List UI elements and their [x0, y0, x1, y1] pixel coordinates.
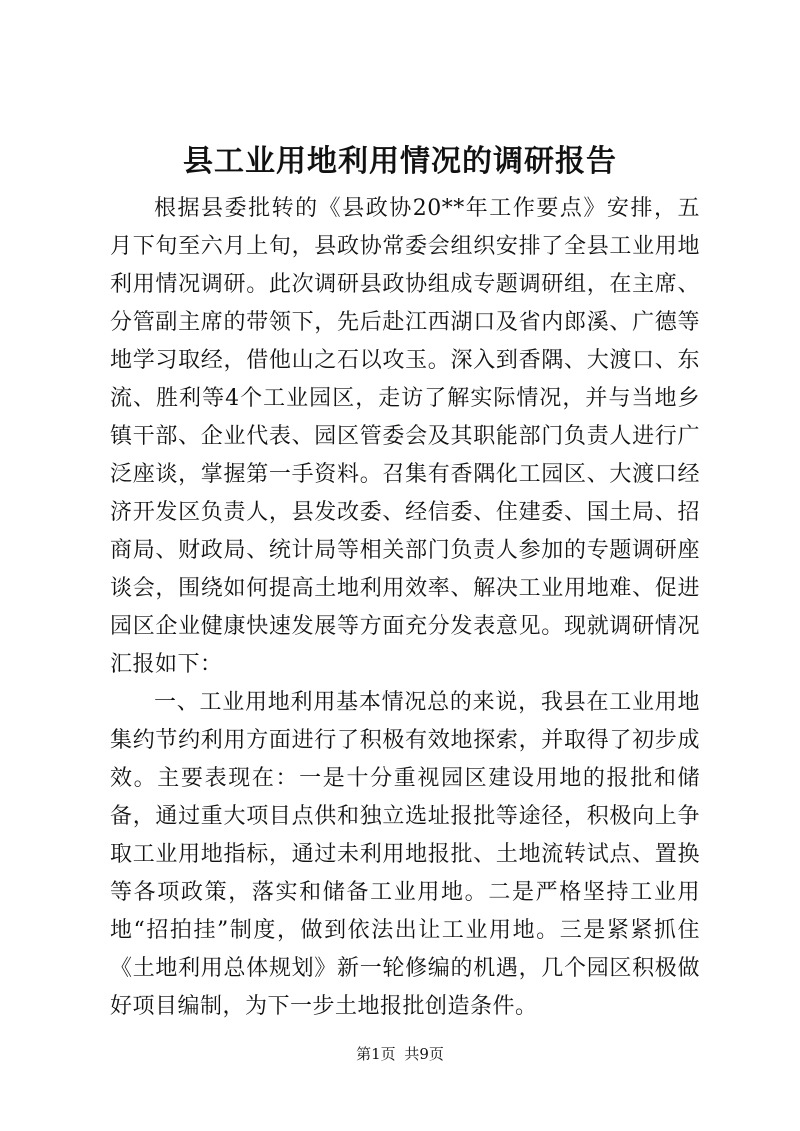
paragraph-intro: 根据县委批转的《县政协20**年工作要点》安排，五月下旬至六月上旬，县政协常委会组织安排了全县工业用地利用情况调研。此次调研县政协组成专题调研组，在主席、分管副主席的带领下，先后赴江西湖口及省内郎溪、广德等地学习取经，借他山之石以攻玉。深入到香隅、大渡口、东流、胜利等4个工业园区，走访了解实际情况，并与当地乡镇干部、企业代表、园区管委会及其职能部门负责人进行广泛座谈，掌握第一手资料。召集有香隅化工园区、大渡口经济开发区负责人，县发改委、经信委、住建委、国土局、招商局、财政局、统计局等相关部门负责人参加的专题调研座谈会，围绕如何提高土地利用效率、解决工业用地难、促进园区企业健康快速发展等方面充分发表意见。现就调研情况汇报如下：	[110, 196, 700, 677]
document-body	[110, 190, 700, 1026]
paragraph-section-1: 一、工业用地利用基本情况总的来说，我县在工业用地集约节约利用方面进行了积极有效地探索，并取得了初步成效。主要表现在：一是十分重视园区建设用地的报批和储备，通过重大项目点供和独立选址报批等途径，积极向上争取工业用地指标，通过未利用地报批、土地流转试点、置换等各项政策，落实和储备工业用地。二是严格坚持工业用地“招拍挂”制度，做到依法出让工业用地。三是紧紧抓住《土地利用总体规划》新一轮修编的机遇，几个园区积极做好项目编制，为下一步土地报批创造条件。	[110, 690, 700, 1019]
document-title: 县工业用地利用情况的调研报告	[183, 144, 617, 179]
page-footer	[0, 1044, 800, 1064]
page-total: 共9页	[404, 1045, 444, 1063]
page-number: 第1页	[356, 1045, 396, 1063]
